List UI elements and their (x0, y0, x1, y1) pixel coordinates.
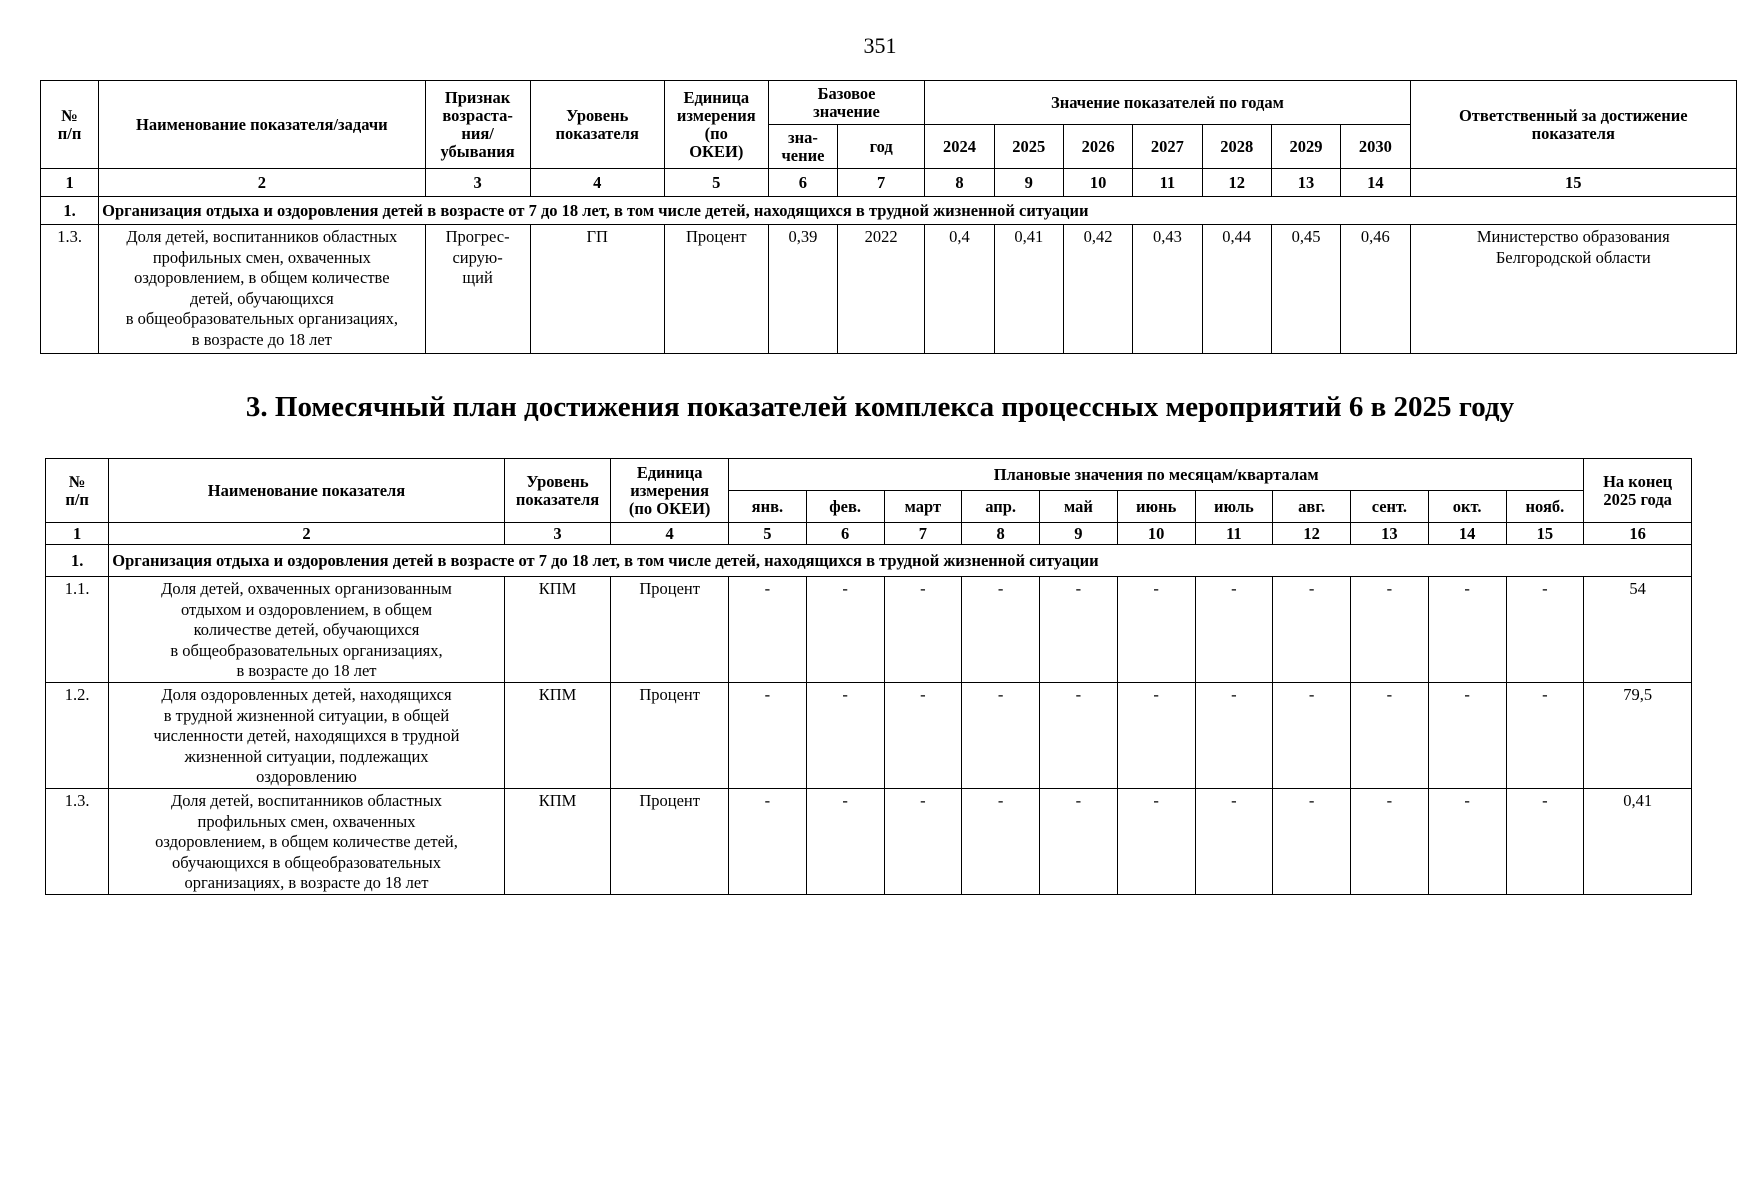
column-number: 10 (1117, 523, 1195, 545)
header-end-of-year-line: На конец (1603, 471, 1673, 491)
month-value: - (1117, 577, 1195, 683)
month-value: - (1273, 683, 1351, 789)
row-number: 1.3. (46, 789, 109, 895)
indicator-unit: Процент (611, 577, 729, 683)
column-number: 3 (425, 169, 530, 197)
month-value: - (1195, 789, 1273, 895)
year-value: 0,45 (1271, 225, 1340, 354)
base-value: 0,39 (768, 225, 837, 354)
header-base-line: Базовое (817, 83, 876, 103)
header-sign-line: ния/ (461, 123, 494, 143)
year-value: 0,46 (1341, 225, 1410, 354)
column-number: 6 (768, 169, 837, 197)
column-number: 1 (46, 523, 109, 545)
indicator-name (109, 577, 504, 683)
indicator-sign-line: щий (462, 268, 493, 287)
row-number: 1.3. (41, 225, 99, 354)
year-value: 0,44 (1202, 225, 1271, 354)
column-number: 7 (838, 169, 925, 197)
header-year: 2026 (1063, 125, 1132, 169)
header-end-of-year-line: 2025 года (1603, 489, 1672, 509)
table2-column-numbers (46, 523, 1692, 545)
column-number: 10 (1063, 169, 1132, 197)
header-level (530, 81, 664, 169)
month-value: - (1040, 789, 1118, 895)
month-value: - (1428, 577, 1506, 683)
section-title: Организация отдыха и оздоровления детей в возрасте от 7 до 18 лет, в том числе детей, находящихся в трудной жизненной ситуации (109, 545, 1692, 577)
indicator-unit: Процент (611, 789, 729, 895)
header-sign-line: убывания (440, 141, 515, 161)
month-value: - (884, 683, 962, 789)
indicator-name-line: количестве детей, обучающихся (193, 620, 420, 639)
month-value: - (806, 683, 884, 789)
header-unit-line: измерения (676, 105, 756, 125)
month-value: - (1506, 577, 1584, 683)
indicator-name-line: численности детей, находящихся в трудной (153, 726, 460, 745)
month-value: - (729, 683, 807, 789)
header-level-line: Уровень (526, 471, 589, 491)
column-number: 6 (806, 523, 884, 545)
responsible-line: Министерство образования (1476, 227, 1670, 246)
indicator-name-line: в трудной жизненной ситуации, в общей (163, 705, 450, 725)
table2-data-row (46, 577, 1692, 683)
responsible-line: Белгородской области (1495, 247, 1651, 267)
header-no-line: п/п (65, 489, 89, 509)
indicator-name-line: в возрасте до 18 лет (191, 329, 332, 349)
header-level-line: Уровень (566, 105, 629, 125)
column-number: 8 (962, 523, 1040, 545)
header-sign (425, 81, 530, 169)
month-value: - (1506, 683, 1584, 789)
indicator-unit: Процент (611, 683, 729, 789)
section-title: 3. Помесячный план достижения показателей комплекса процессных мероприятий 6 в 2025 году (245, 391, 1515, 423)
indicator-name-line: обучающихся в общеобразовательных (172, 852, 441, 872)
section-number: 1. (41, 197, 99, 225)
header-month: май (1040, 491, 1118, 523)
header-level (504, 459, 611, 523)
header-no-line: п/п (57, 123, 82, 143)
header-plan: Плановые значения по месяцам/кварталам (729, 459, 1584, 491)
column-number: 16 (1584, 523, 1692, 545)
header-base-value-line: зна- (787, 127, 818, 147)
row-number: 1.1. (46, 577, 109, 683)
indicator-name (99, 225, 425, 354)
header-no-line: № (68, 471, 86, 491)
column-number: 12 (1202, 169, 1271, 197)
header-unit-line: измерения (630, 480, 710, 500)
header-year: 2030 (1341, 125, 1410, 169)
table2-data-row (46, 789, 1692, 895)
month-value: - (1351, 577, 1429, 683)
month-value: - (1195, 683, 1273, 789)
header-unit-line: (по (704, 123, 728, 143)
column-number: 7 (884, 523, 962, 545)
month-value: - (1351, 683, 1429, 789)
month-value: - (884, 577, 962, 683)
indicator-name-line: жизненной ситуации, подлежащих (184, 746, 429, 766)
indicator-sign-line: сирую- (452, 247, 503, 267)
section-title: Организация отдыха и оздоровления детей в возрасте от 7 до 18 лет, в том числе детей, находящихся в трудной жизненной ситуации (99, 197, 1737, 225)
indicator-name-line: оздоровлению (256, 767, 357, 786)
header-responsible-line: Ответственный за достижение (1458, 105, 1688, 125)
header-base (768, 81, 925, 125)
header-no-line: № (61, 105, 78, 125)
header-month: фев. (806, 491, 884, 523)
header-unit-line: Единица (683, 87, 750, 107)
header-responsible-line: показателя (1531, 123, 1615, 143)
month-value: - (1117, 789, 1195, 895)
header-unit-line: ОКЕИ) (689, 141, 744, 161)
header-month: окт. (1428, 491, 1506, 523)
month-value: - (962, 789, 1040, 895)
header-base-value-line: чение (781, 145, 825, 165)
header-year: 2024 (925, 125, 994, 169)
month-value: - (1428, 683, 1506, 789)
header-base-year: год (838, 125, 925, 169)
indicator-name-line: профильных смен, охваченных (197, 811, 416, 831)
month-value: - (1273, 789, 1351, 895)
end-of-year-value: 54 (1584, 577, 1692, 683)
column-number: 15 (1410, 169, 1736, 197)
column-number: 4 (530, 169, 664, 197)
month-value: - (1351, 789, 1429, 895)
table1-data-row (41, 225, 1737, 354)
header-no (41, 81, 99, 169)
column-number: 3 (504, 523, 611, 545)
column-number: 13 (1271, 169, 1340, 197)
column-number: 14 (1428, 523, 1506, 545)
month-value: - (1195, 577, 1273, 683)
column-number: 9 (994, 169, 1063, 197)
indicator-sign (425, 225, 530, 354)
header-name: Наименование показателя/задачи (99, 81, 425, 169)
indicator-level: КПМ (504, 683, 611, 789)
indicator-name-line: в общеобразовательных организациях, (125, 309, 398, 328)
header-year: 2029 (1271, 125, 1340, 169)
table1-section-row (41, 197, 1737, 225)
column-number: 11 (1195, 523, 1273, 545)
header-sign-line: возраста- (442, 105, 513, 125)
header-level-line: показателя (515, 489, 600, 509)
header-unit-line: Единица (636, 462, 703, 482)
indicator-name (109, 789, 504, 895)
column-number: 15 (1506, 523, 1584, 545)
header-year: 2027 (1133, 125, 1202, 169)
header-base-value (768, 125, 837, 169)
row-number: 1.2. (46, 683, 109, 789)
end-of-year-value: 0,41 (1584, 789, 1692, 895)
year-value: 0,42 (1063, 225, 1132, 354)
table2-section-row (46, 545, 1692, 577)
month-value: - (962, 577, 1040, 683)
column-number: 1 (41, 169, 99, 197)
month-value: - (884, 789, 962, 895)
header-month: авг. (1273, 491, 1351, 523)
month-value: - (806, 789, 884, 895)
indicator-level: ГП (530, 225, 664, 354)
indicator-sign-line: Прогрес- (445, 227, 510, 246)
column-number: 12 (1273, 523, 1351, 545)
indicator-name-line: профильных смен, охваченных (152, 247, 371, 267)
year-value: 0,41 (994, 225, 1063, 354)
header-year: 2028 (1202, 125, 1271, 169)
header-month: март (884, 491, 962, 523)
indicator-name-line: Доля детей, охваченных организованным (161, 579, 452, 598)
month-value: - (962, 683, 1040, 789)
indicator-name-line: в общеобразовательных организациях, (170, 640, 443, 660)
column-number: 2 (99, 169, 425, 197)
column-number: 5 (729, 523, 807, 545)
header-end-of-year (1584, 459, 1692, 523)
header-month: нояб. (1506, 491, 1584, 523)
year-value: 0,43 (1133, 225, 1202, 354)
indicator-name-line: Доля оздоровленных детей, находящихся (161, 685, 452, 704)
base-year: 2022 (838, 225, 925, 354)
header-base-line: значение (813, 101, 880, 121)
month-value: - (729, 789, 807, 895)
month-value: - (1506, 789, 1584, 895)
column-number: 2 (109, 523, 504, 545)
table2-header-row-1 (46, 459, 1692, 491)
header-name: Наименование показателя (109, 459, 504, 523)
monthly-plan-table (45, 458, 1692, 895)
indicator-name-line: Доля детей, воспитанников областных (126, 227, 398, 246)
indicator-name-line: детей, обучающихся (189, 288, 334, 308)
year-value: 0,4 (925, 225, 994, 354)
month-value: - (806, 577, 884, 683)
indicator-name (109, 683, 504, 789)
month-value: - (1273, 577, 1351, 683)
header-level-line: показателя (555, 123, 639, 143)
indicator-unit: Процент (664, 225, 768, 354)
column-number: 11 (1133, 169, 1202, 197)
header-by-years: Значение показателей по годам (925, 81, 1410, 125)
column-number: 13 (1351, 523, 1429, 545)
column-number: 4 (611, 523, 729, 545)
header-month: июль (1195, 491, 1273, 523)
header-month: апр. (962, 491, 1040, 523)
indicator-name-line: оздоровлением, в общем количестве (134, 268, 390, 287)
table2-data-row (46, 683, 1692, 789)
column-number: 8 (925, 169, 994, 197)
responsible (1410, 225, 1736, 354)
column-number: 5 (664, 169, 768, 197)
indicator-level: КПМ (504, 577, 611, 683)
indicator-level: КПМ (504, 789, 611, 895)
month-value: - (1040, 683, 1118, 789)
month-value: - (1117, 683, 1195, 789)
table1-column-numbers (41, 169, 1737, 197)
header-year: 2025 (994, 125, 1063, 169)
column-number: 14 (1341, 169, 1410, 197)
header-unit (664, 81, 768, 169)
table1-header-row-1 (41, 81, 1737, 125)
header-month: сент. (1351, 491, 1429, 523)
indicator-name-line: организациях, в возрасте до 18 лет (184, 873, 429, 892)
end-of-year-value: 79,5 (1584, 683, 1692, 789)
section-number: 1. (46, 545, 109, 577)
month-value: - (1040, 577, 1118, 683)
month-value: - (1428, 789, 1506, 895)
indicator-name-line: Доля детей, воспитанников областных (171, 791, 442, 810)
month-value: - (729, 577, 807, 683)
header-sign-line: Признак (444, 87, 511, 107)
header-unit-line: (по ОКЕИ) (628, 498, 711, 518)
indicator-name-line: отдыхом и оздоровлением, в общем (180, 599, 433, 619)
header-unit (611, 459, 729, 523)
column-number: 9 (1040, 523, 1118, 545)
indicator-name-line: в возрасте до 18 лет (236, 661, 377, 680)
indicator-name-line: оздоровлением, в общем количестве детей, (155, 832, 458, 851)
indicators-by-year-table (40, 80, 1737, 354)
header-month: янв. (729, 491, 807, 523)
header-no (46, 459, 109, 523)
header-responsible (1410, 81, 1736, 169)
page-number: 351 (863, 33, 897, 58)
header-month: июнь (1117, 491, 1195, 523)
